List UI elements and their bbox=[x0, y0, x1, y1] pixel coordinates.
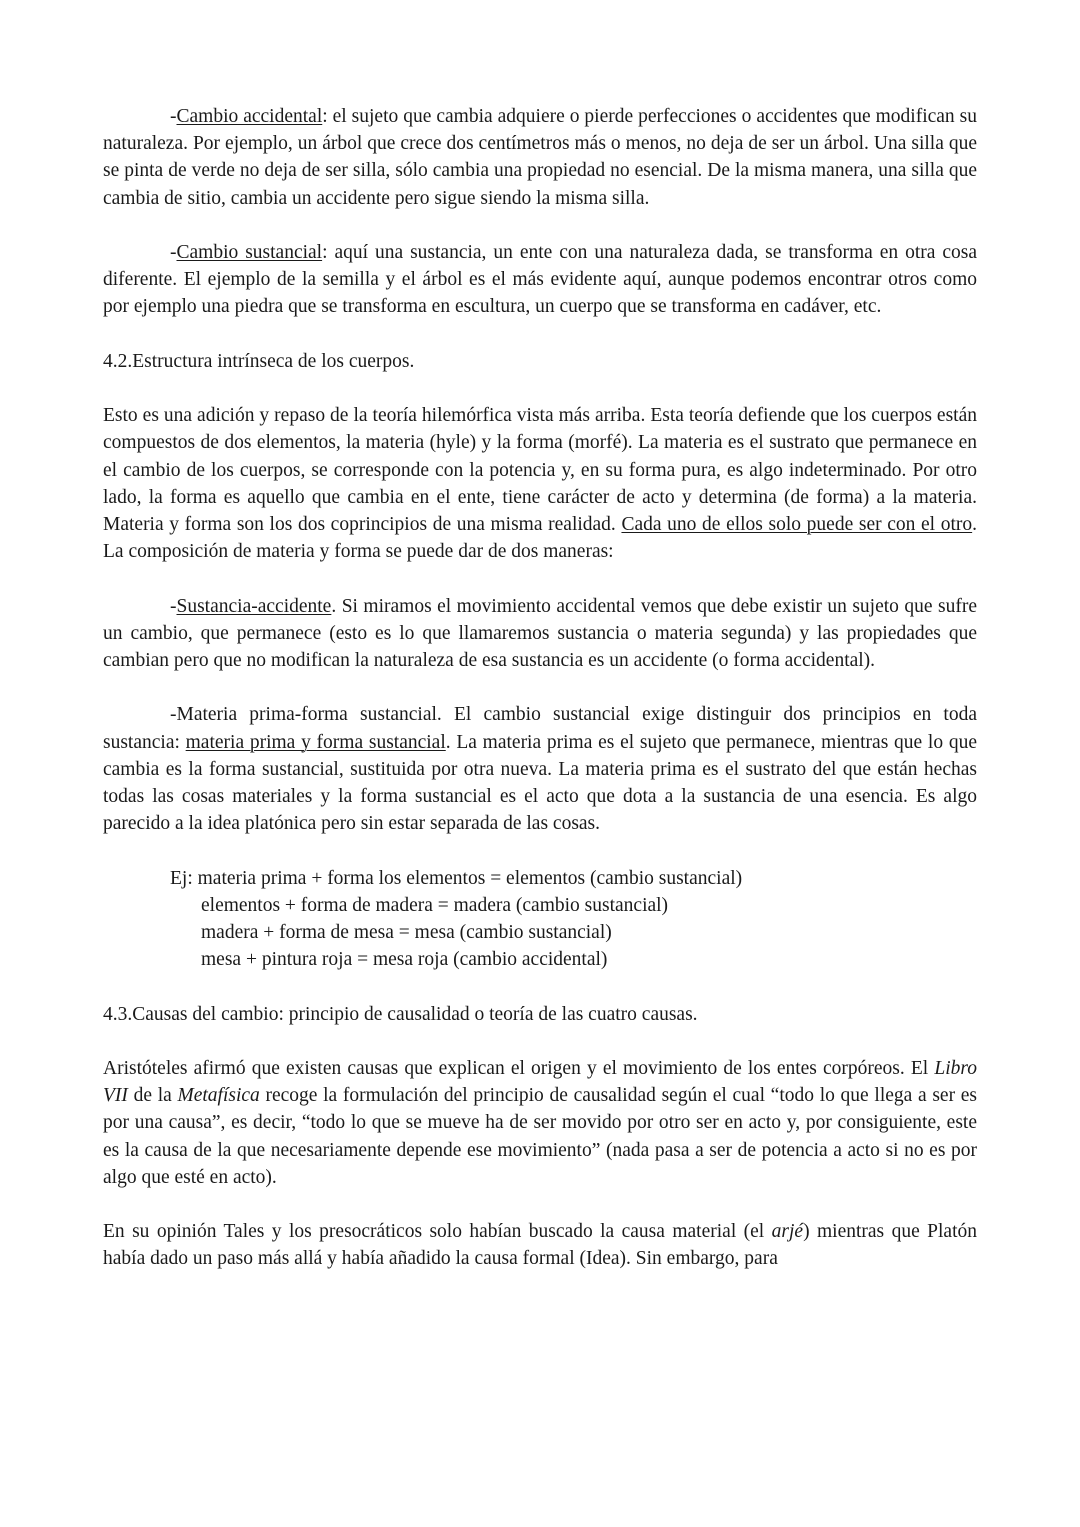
example-block bbox=[170, 865, 977, 974]
paragraph bbox=[103, 701, 977, 837]
text-run: - bbox=[170, 106, 177, 127]
underlined-text: materia prima y forma sustancial bbox=[185, 731, 446, 753]
text-run: : aquí una sustancia, un ente con una naturaleza dada, se transforma en otra cosa diferente. El ejemplo de la semilla y el árbol es el más evidente aquí, aunque podemos encontrar otros como por ejemplo una piedra que se transforma en escultura, un cuerpo que se transforma en cadáver, etc. bbox=[103, 242, 977, 318]
text-run: - bbox=[170, 595, 177, 617]
example-line: elementos + forma de madera = madera (cambio sustancial) bbox=[201, 894, 669, 916]
text-run: recoge la formulación del principio de causalidad según el cual “todo lo que llega a ser es por una causa”, es decir, “todo lo que se mueve ha de ser movido por otro ser en acto y, por consiguiente, este es la causa de la que necesariamente depende ese movimiento” (nada pasa a ser de potencia a acto si no es por algo que esté en acto). bbox=[103, 1085, 978, 1188]
text-run: Esto es una adición y repaso de la teoría hilemórfica vista más arriba. Esta teoría defiende que los cuerpos están compuestos de dos elementos, la materia (hyle) y la forma (morfé). La materia es el sustrato que permanece en el cambio de los cuerpos, se corresponde con la potencia y, en su forma pura, es algo indeterminado. Por otro lado, la forma es aquello que cambia en el ente, tiene carácter de acto y determina (de forma) a la materia. Materia y forma son los dos coprincipios de una misma realidad. bbox=[103, 405, 977, 535]
paragraph bbox=[103, 402, 977, 565]
text-run: Aristóteles afirmó que existen causas que explican el origen y el movimiento de los entes corpóreos. El bbox=[103, 1057, 935, 1079]
italic-text: arjé bbox=[771, 1221, 804, 1243]
paragraph bbox=[103, 103, 977, 212]
text-run: . La composición de materia y forma se puede dar de dos maneras: bbox=[103, 514, 978, 563]
example-line: mesa + pintura roja = mesa roja (cambio accidental) bbox=[201, 949, 608, 971]
text-run: - bbox=[170, 242, 177, 263]
text-run: 4.2.Estructura intrínseca de los cuerpos. bbox=[103, 350, 415, 372]
text-run: . La materia prima es el sujeto que permanece, mientras que lo que cambia es la forma sustancial, sustituida por otra nueva. La materia prima es el sustrato del que están hechas todas las cosas materiales y la forma sustancial es el acto que dota a la sustancia de una esencia. Es algo parecido a la idea platónica pero sin estar separada de las cosas. bbox=[103, 731, 977, 835]
text-run: 4.3.Causas del cambio: principio de causalidad o teoría de las cuatro causas. bbox=[103, 1003, 698, 1025]
underlined-text: Cambio accidental bbox=[176, 106, 323, 127]
paragraph bbox=[103, 593, 977, 675]
example-line: madera + forma de mesa = mesa (cambio sustancial) bbox=[201, 922, 612, 943]
text-run: ) mientras que Platón había dado un paso más allá y había añadido la causa formal (Idea). Sin embargo, para bbox=[103, 1221, 977, 1270]
example-line: Ej: materia prima + forma los elementos = elementos (cambio sustancial) bbox=[170, 867, 743, 889]
section-heading bbox=[103, 348, 977, 375]
paragraph bbox=[103, 1055, 977, 1191]
text-run: : el sujeto que cambia adquiere o pierde perfecciones o accidentes que modifican su naturaleza. Por ejemplo, un árbol que crece dos centímetros más o menos, no deja de ser un árbol. Una silla que se pinta de verde no deja de ser silla, sólo cambia una propiedad no esencial. De la misma manera, una silla que cambia de sitio, cambia un accidente pero sigue siendo la misma silla. bbox=[103, 106, 977, 209]
underlined-text: Cambio sustancial bbox=[176, 242, 323, 263]
italic-text: Metafísica bbox=[177, 1085, 260, 1107]
underlined-text: Sustancia-accidente bbox=[176, 595, 332, 617]
paragraph bbox=[103, 239, 977, 321]
section-heading bbox=[103, 1001, 977, 1028]
text-run: En su opinión Tales y los presocráticos solo habían buscado la causa material (el bbox=[103, 1221, 772, 1243]
text-run: de la bbox=[127, 1085, 178, 1107]
text-run: . Si miramos el movimiento accidental vemos que debe existir un sujeto que sufre un cambio, que permanece (esto es lo que llamaremos sustancia o materia segunda) y las propiedades que cambian pero que no modifican la naturaleza de esa sustancia es un accidente (o forma accidental). bbox=[103, 595, 977, 671]
paragraph bbox=[103, 1218, 977, 1272]
italic-text: Libro VII bbox=[103, 1057, 977, 1107]
document-page bbox=[103, 103, 977, 1300]
text-run: -Materia prima-forma sustancial. El cambio sustancial exige distinguir dos principios en toda sustancia: bbox=[103, 704, 977, 753]
underlined-text: Cada uno de ellos solo puede ser con el otro bbox=[621, 514, 973, 535]
